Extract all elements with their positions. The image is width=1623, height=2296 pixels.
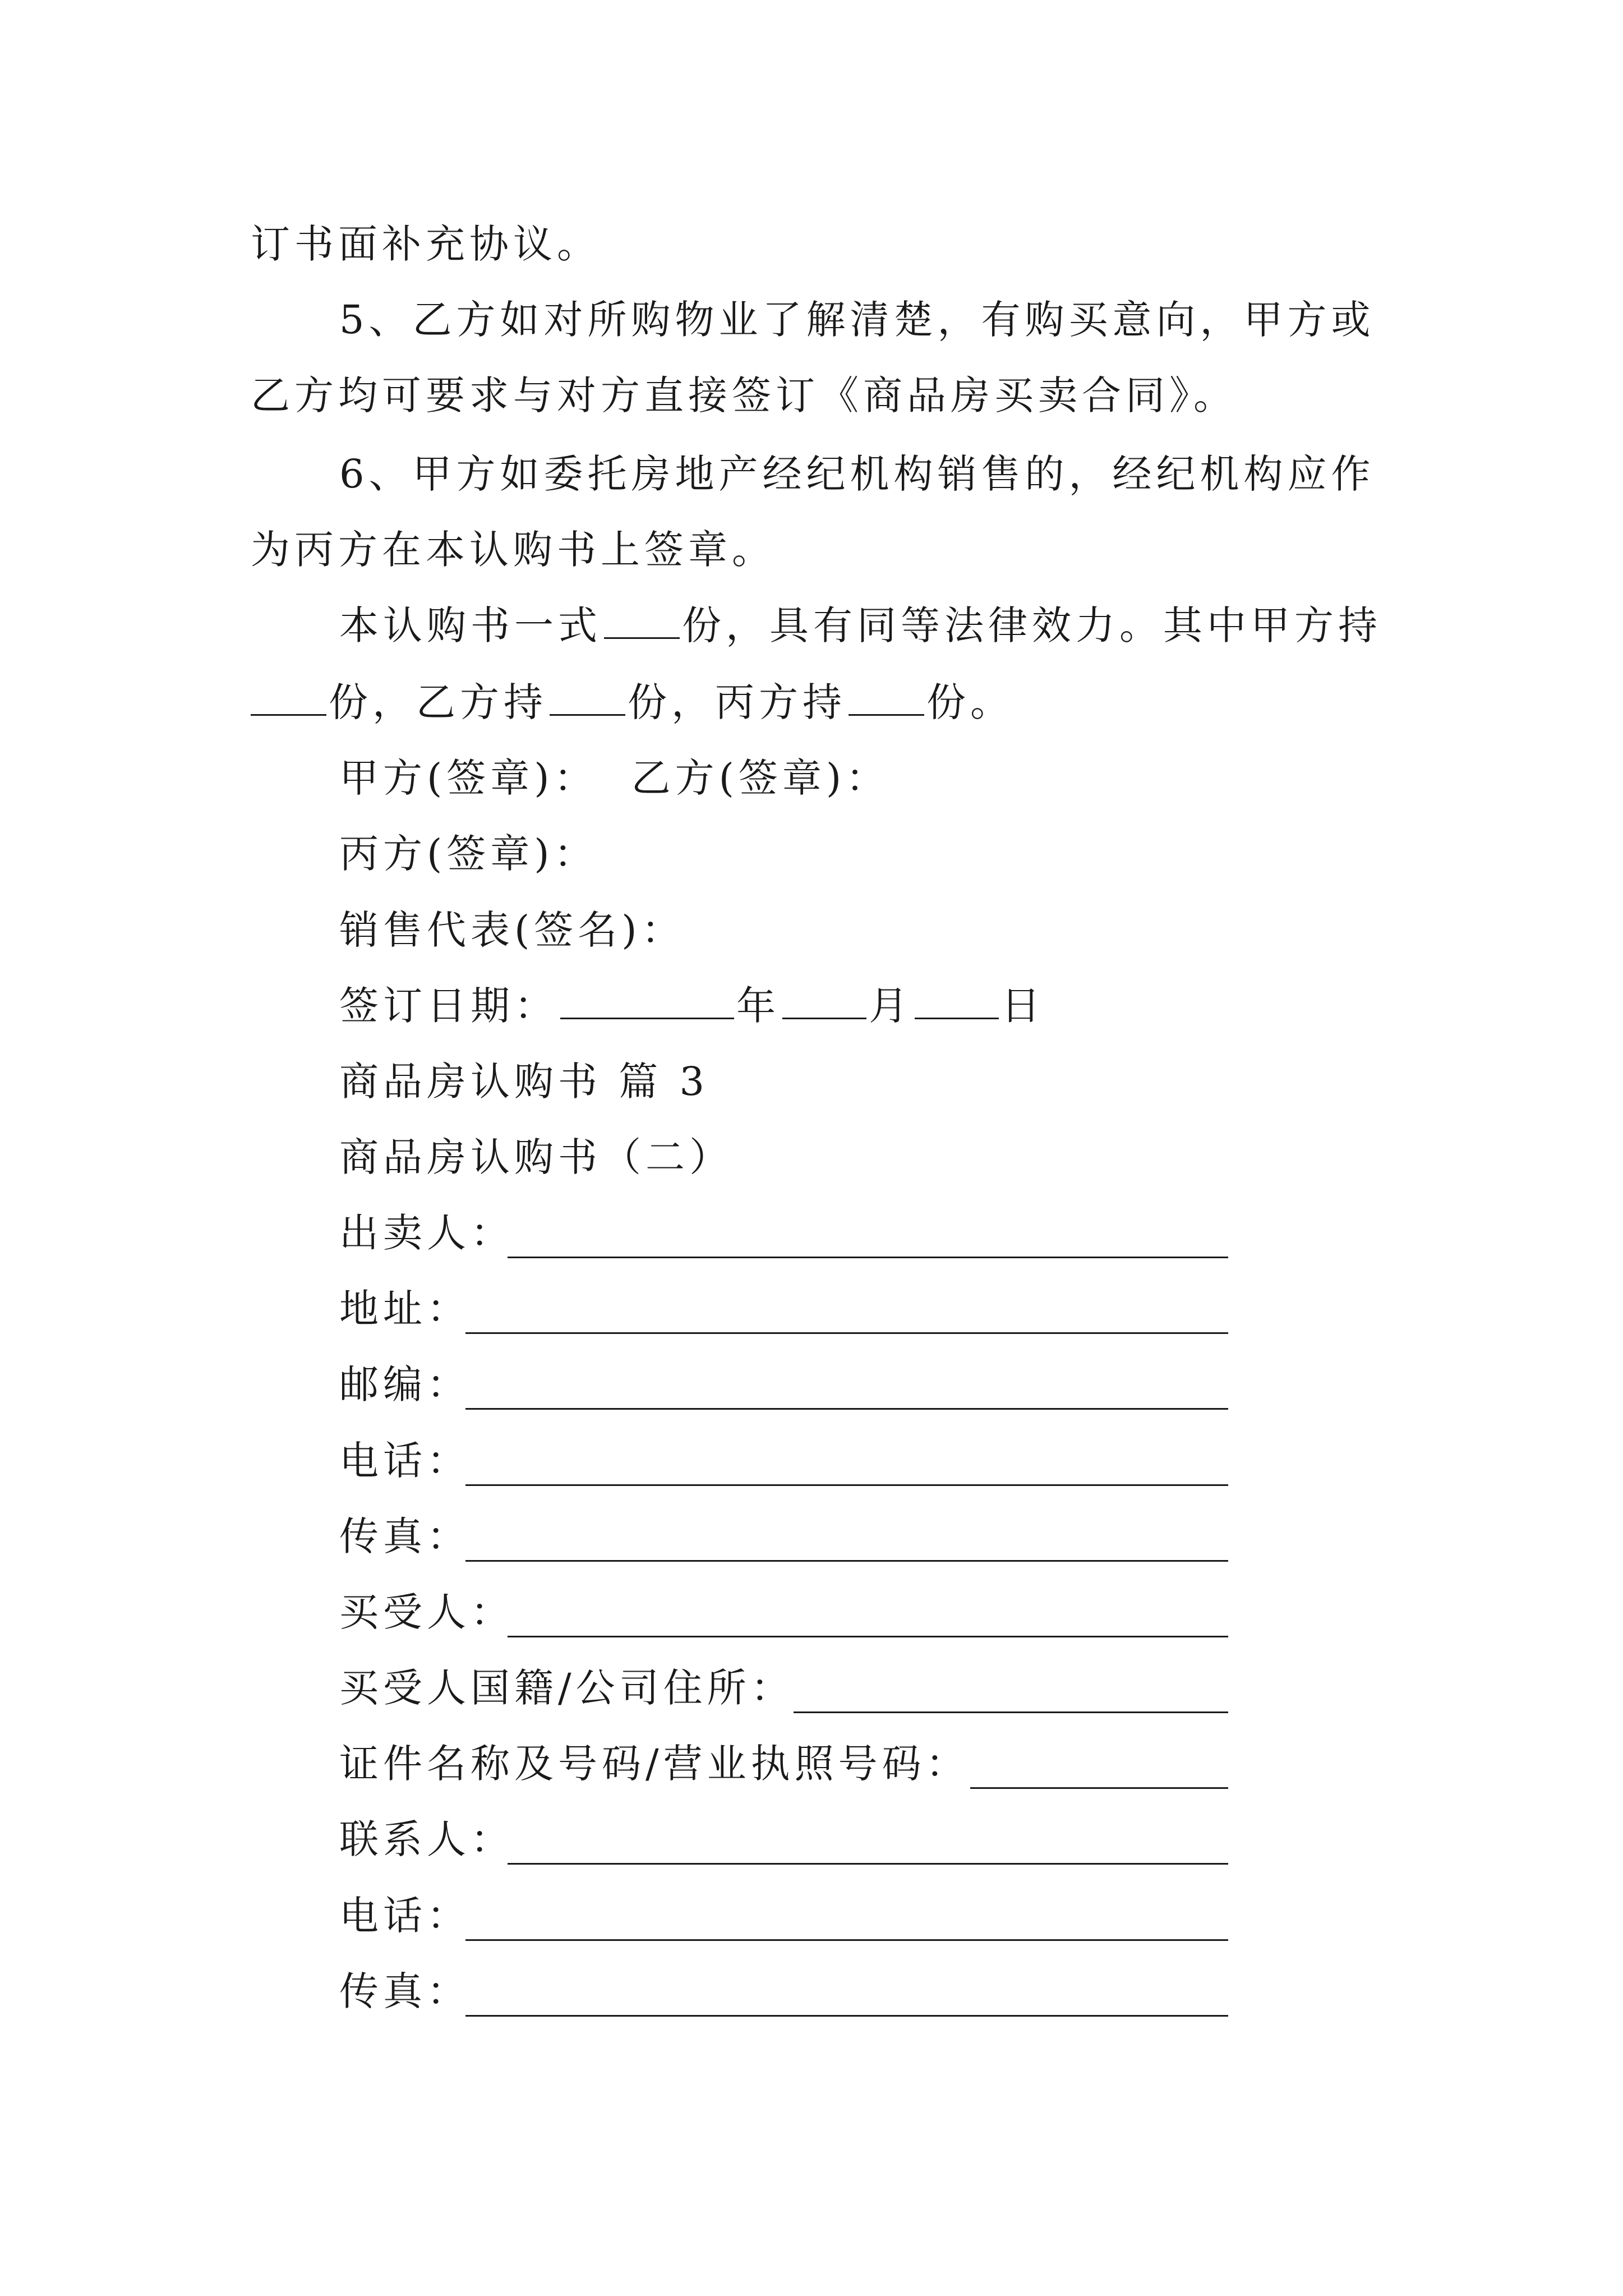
item-6-line-2: 为丙方在本认购书上签章。 [251, 527, 776, 573]
document-subtitle: 商品房认购书（二） [339, 1134, 733, 1180]
sign-day-blank[interactable] [915, 978, 999, 1019]
sales-rep-signature-label: 销售代表(签名)： [339, 907, 685, 953]
copies-clause-line-2 [251, 671, 1014, 733]
copies-text-3: 份，乙方持 [329, 679, 547, 725]
signature-party-a-b [339, 747, 889, 809]
postcode-field-label: 邮编： [339, 1361, 471, 1407]
year-label: 年 [736, 983, 780, 1029]
copies-text-5: 份。 [926, 679, 1014, 725]
section-title: 商品房认购书 篇 3 [339, 1059, 709, 1105]
party-a-signature-label: 甲方(签章)： [339, 755, 598, 801]
party-b-signature-label: 乙方(签章)： [631, 755, 890, 801]
phone-field-label: 电话： [339, 1438, 471, 1484]
paragraph-continuation: 订书面补充协议。 [251, 221, 601, 267]
phone2-field-label: 电话： [339, 1893, 471, 1939]
seller-field-label: 出卖人： [339, 1210, 514, 1256]
contact-field-line[interactable] [508, 1863, 1228, 1865]
contact-field-label: 联系人： [339, 1816, 514, 1862]
postcode-field-line[interactable] [465, 1408, 1228, 1410]
copies-text-4: 份，丙方持 [628, 679, 846, 725]
seller-field-line[interactable] [508, 1257, 1228, 1258]
copies-text-1: 本认购书一式 [339, 602, 602, 648]
party-a-copies-blank[interactable] [251, 675, 326, 716]
phone2-field-line[interactable] [465, 1939, 1228, 1941]
fax2-field-line[interactable] [465, 2015, 1228, 2017]
fax-field-label: 传真： [339, 1513, 471, 1559]
copies-total-blank[interactable] [604, 598, 680, 639]
fax2-field-label: 传真： [339, 1968, 471, 2014]
buyer-field-label: 买受人： [339, 1589, 514, 1635]
month-label: 月 [869, 983, 912, 1029]
item-6-line-1: 6、甲方如委托房地产经纪机构销售的，经纪机构应作 [339, 451, 1375, 497]
id-license-field-line[interactable] [970, 1787, 1228, 1789]
party-b-copies-blank[interactable] [550, 675, 625, 716]
phone-field-line[interactable] [465, 1484, 1228, 1486]
day-label: 日 [1001, 983, 1045, 1029]
buyer-nationality-field-label: 买受人国籍/公司住所： [339, 1665, 795, 1711]
sign-date-label: 签订日期： [339, 983, 558, 1029]
fax-field-line[interactable] [465, 1560, 1228, 1562]
buyer-field-line[interactable] [508, 1636, 1228, 1637]
copies-text-2: 份，具有同等法律效力。其中甲方持 [682, 602, 1382, 648]
address-field-line[interactable] [465, 1332, 1228, 1334]
sign-date-row [339, 975, 1045, 1037]
buyer-nationality-field-line[interactable] [794, 1711, 1228, 1713]
sign-month-blank[interactable] [782, 978, 866, 1019]
party-c-copies-blank[interactable] [849, 675, 924, 716]
party-c-signature-label: 丙方(签章)： [339, 831, 598, 877]
id-license-field-label: 证件名称及号码/营业执照号码： [339, 1741, 970, 1787]
item-5-line-1: 5、乙方如对所购物业了解清楚，有购买意向，甲方或 [339, 297, 1375, 343]
copies-clause-line-1 [339, 595, 1382, 656]
item-5-line-2: 乙方均可要求与对方直接签订《商品房买卖合同》。 [251, 372, 1237, 418]
sign-year-blank[interactable] [560, 978, 734, 1019]
address-field-label: 地址： [339, 1286, 471, 1332]
